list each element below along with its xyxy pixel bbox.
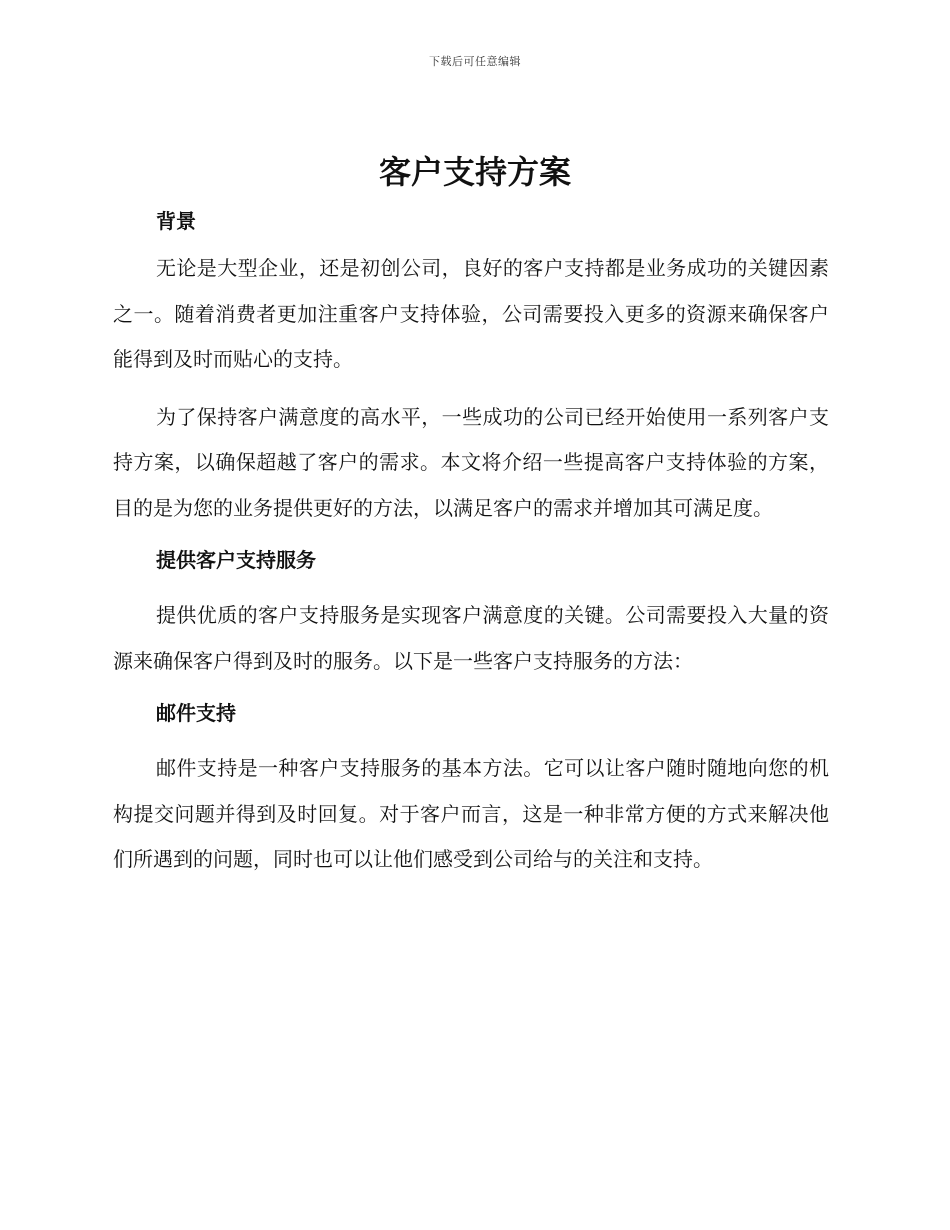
section-heading-email-support: 邮件支持 xyxy=(156,701,236,725)
page-header-note: 下载后可任意编辑 xyxy=(429,55,521,68)
paragraph: 邮件支持是一种客户支持服务的基本方法。它可以让客户随时随地向您的机构提交问题并得到及时回复。对于客户而言，这是一种非常方便的方式来解决他们所遇到的问题，同时也可以让他们感受到公司给与的关注和支持。 xyxy=(113,756,829,871)
section-heading-background: 背景 xyxy=(156,209,196,233)
paragraph: 无论是大型企业，还是初创公司，良好的客户支持都是业务成功的关键因素之一。随着消费者更加注重客户支持体验，公司需要投入更多的资源来确保客户能得到及时而贴心的支持。 xyxy=(113,256,829,371)
paragraph: 为了保持客户满意度的高水平，一些成功的公司已经开始使用一系列客户支持方案，以确保超越了客户的需求。本文将介绍一些提高客户支持体验的方案，目的是为您的业务提供更好的方法，以满足客户的需求并增加其可满足度。 xyxy=(113,404,829,520)
document-body xyxy=(113,205,829,883)
paragraph: 提供优质的客户支持服务是实现客户满意度的关键。公司需要投入大量的资源来确保客户得到及时的服务。以下是一些客户支持服务的方法： xyxy=(113,603,829,673)
section-heading-support-service: 提供客户支持服务 xyxy=(156,548,316,572)
document-title: 客户支持方案 xyxy=(378,153,571,191)
